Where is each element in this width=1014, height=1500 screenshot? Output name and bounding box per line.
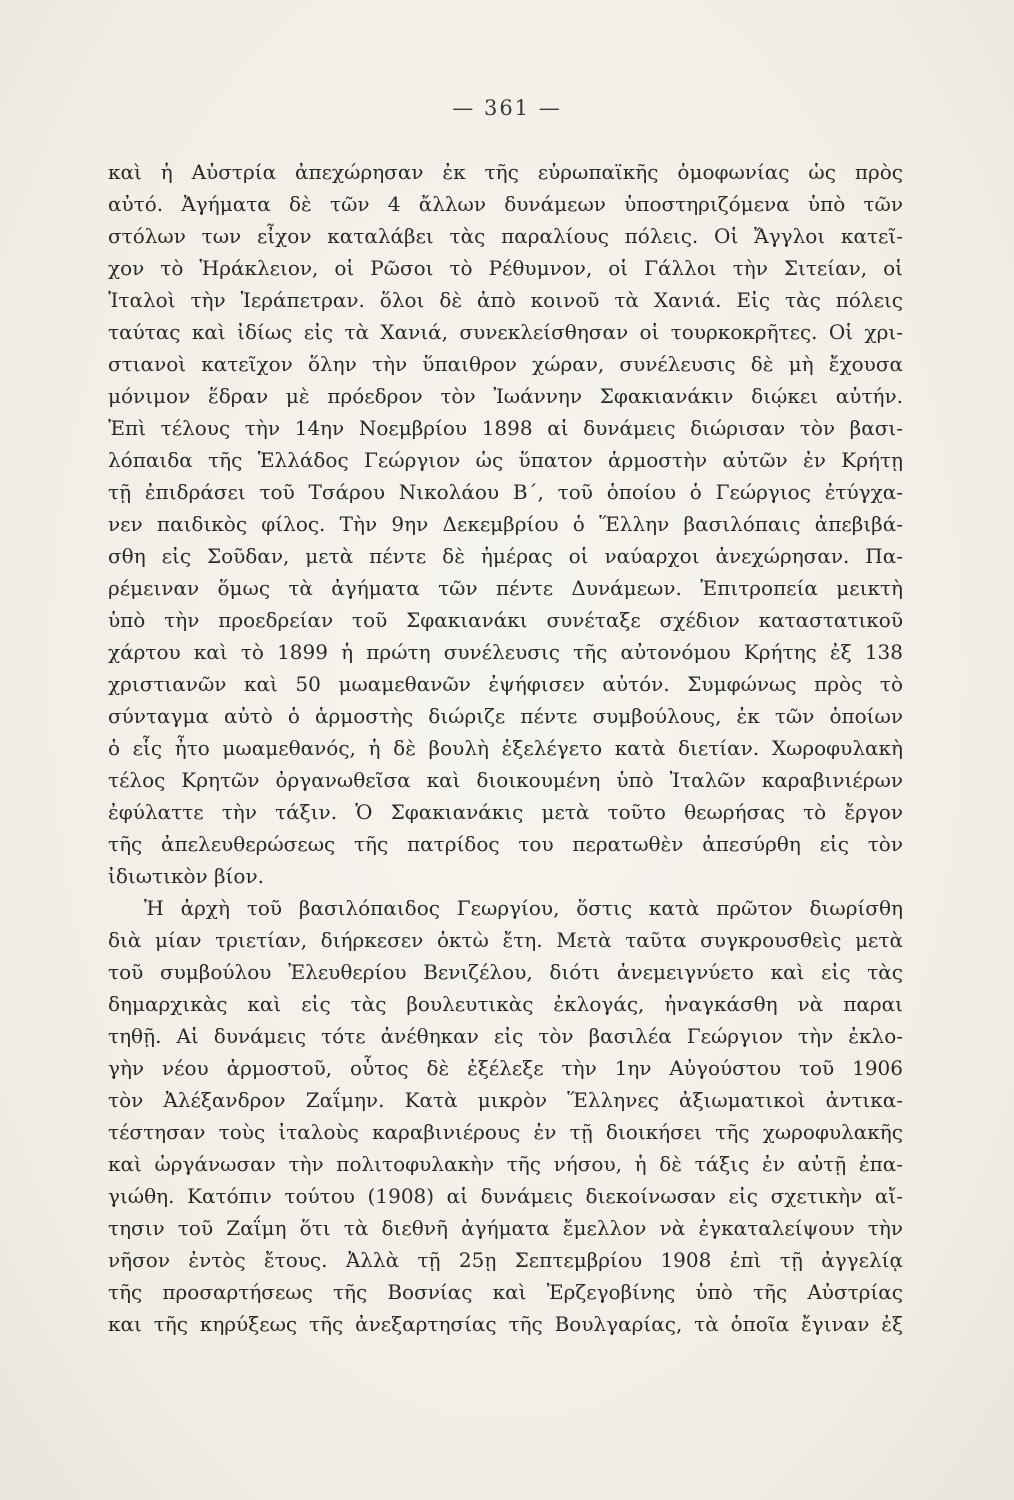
- text-line: και τῆς κηρύξεως τῆς ἀνεξαρτησίας τῆς Βουλγαρίας, τὰ ὁποῖα ἔγιναν ἐξ: [108, 1312, 903, 1336]
- text-line: ταύτας καὶ ἰδίως εἰς τὰ Χανιά, συνεκλείσθησαν οἱ τουρκοκρῆτες. Οἱ χρι-: [108, 320, 903, 344]
- text-line: Ἐπὶ τέλους τὴν 14ην Νοεμβρίου 1898 αἱ δυνάμεις διώρισαν τὸν βασι-: [108, 416, 903, 440]
- text-line: στιανοὶ κατεῖχον ὅλην τὴν ὕπαιθρον χώραν, συνέλευσις δὲ μὴ ἔχουσα: [108, 352, 903, 376]
- text-line: καὶ ὠργάνωσαν τὴν πολιτοφυλακὴν τῆς νήσου, ἡ δὲ τάξις ἐν αὐτῇ ἐπα-: [108, 1152, 903, 1176]
- text-line: ὑπὸ τὴν προεδρείαν τοῦ Σφακιανάκι συνέταξε σχέδιον καταστατικοῦ: [108, 608, 903, 632]
- text-line: τηθῇ. Αἱ δυνάμεις τότε ἀνέθηκαν εἰς τὸν βασιλέα Γεώργιον τὴν ἐκλο-: [108, 1024, 903, 1048]
- text-line: χριστιανῶν καὶ 50 μωαμεθανῶν ἐψήφισεν αὐτόν. Συμφώνως πρὸς τὸ: [108, 672, 903, 696]
- text-line: τοῦ συμβούλου Ἐλευθερίου Βενιζέλου, διότι ἀνεμειγνύετο καὶ εἰς τὰς: [108, 960, 903, 984]
- text-line: μόνιμον ἕδραν μὲ πρόεδρον τὸν Ἰωάννην Σφακιανάκιν διῴκει αὐτήν.: [108, 384, 903, 408]
- text-line: γιώθη. Κατόπιν τούτου (1908) αἱ δυνάμεις διεκοίνωσαν εἰς σχετικὴν αἴ-: [108, 1184, 903, 1208]
- text-line: γὴν νέου ἁρμοστοῦ, οὗτος δὲ ἐξέλεξε τὴν 1ην Αὐγούστου τοῦ 1906: [108, 1056, 903, 1080]
- text-line: ἐφύλαττε τὴν τάξιν. Ὁ Σφακιανάκις μετὰ τοῦτο θεωρήσας τὸ ἔργον: [108, 800, 903, 824]
- text-line: χάρτου καὶ τὸ 1899 ἡ πρώτη συνέλευσις τῆς αὐτονόμου Κρήτης ἐξ 138: [108, 640, 903, 664]
- text-line: διὰ μίαν τριετίαν, διήρκεσεν ὀκτὼ ἔτη. Μετὰ ταῦτα συγκρουσθεὶς μετὰ: [108, 928, 903, 952]
- text-line: ρέμειναν ὅμως τὰ ἀγήματα τῶν πέντε Δυνάμεων. Ἐπιτροπεία μεικτὴ: [108, 576, 903, 600]
- text-line: νῆσον ἐντὸς ἔτους. Ἀλλὰ τῇ 25ῃ Σεπτεμβρίου 1908 ἐπὶ τῇ ἀγγελίᾳ: [108, 1248, 903, 1272]
- text-line: δημαρχικὰς καὶ εἰς τὰς βουλευτικὰς ἐκλογάς, ἠναγκάσθη νὰ παραι: [108, 992, 903, 1016]
- text-line: ὁ εἷς ἦτο μωαμεθανός, ἡ δὲ βουλὴ ἐξελέγετο κατὰ διετίαν. Χωροφυλακὴ: [108, 736, 903, 760]
- text-line: τέλος Κρητῶν ὀργανωθεῖσα καὶ διοικουμένη ὑπὸ Ἰταλῶν καραβινιέρων: [108, 768, 903, 792]
- text-line: σύνταγμα αὐτὸ ὁ ἁρμοστὴς διώριζε πέντε συμβούλους, ἐκ τῶν ὁποίων: [108, 704, 903, 728]
- text-line: νεν παιδικὸς φίλος. Τὴν 9ην Δεκεμβρίου ὁ Ἕλλην βασιλόπαις ἀπεβιβά-: [108, 512, 903, 536]
- text-line: ἰδιωτικὸν βίον.: [108, 864, 264, 888]
- text-line: Ἰταλοὶ τὴν Ἱεράπετραν. ὅλοι δὲ ἀπὸ κοινοῦ τὰ Χανιά. Εἰς τὰς πόλεις: [108, 288, 903, 312]
- text-line: τῇ ἐπιδράσει τοῦ Τσάρου Νικολάου Β΄, τοῦ ὁποίου ὁ Γεώργιος ἐτύγχα-: [108, 480, 903, 504]
- text-line: λόπαιδα τῆς Ἑλλάδος Γεώργιον ὡς ὕπατον ἁρμοστὴν αὐτῶν ἐν Κρήτῃ: [108, 448, 903, 472]
- text-line: στόλων των εἶχον καταλάβει τὰς παραλίους πόλεις. Οἱ Ἄγγλοι κατεῖ-: [108, 224, 903, 248]
- text-line: αὐτό. Ἀγήματα δὲ τῶν 4 ἄλλων δυνάμεων ὑποστηριζόμενα ὑπὸ τῶν: [108, 192, 903, 216]
- text-line: τὸν Ἀλέξανδρον Ζαΐμην. Κατὰ μικρὸν Ἕλληνες ἀξιωματικοὶ ἀντικα-: [108, 1088, 903, 1112]
- text-line: χον τὸ Ἡράκλειον, οἱ Ρῶσοι τὸ Ρέθυμνον, οἱ Γάλλοι τὴν Σιτείαν, οἱ: [108, 256, 903, 280]
- page-number: — 361 —: [452, 96, 562, 120]
- text-line: τησιν τοῦ Ζαΐμη ὅτι τὰ διεθνῆ ἀγήματα ἔμελλον νὰ ἐγκαταλείψουν τὴν: [108, 1216, 903, 1240]
- text-line: Ἡ ἀρχὴ τοῦ βασιλόπαιδος Γεωργίου, ὅστις κατὰ πρῶτον διωρίσθη: [144, 896, 903, 920]
- text-line: σθη εἰς Σοῦδαν, μετὰ πέντε δὲ ἡμέρας οἱ ναύαρχοι ἀνεχώρησαν. Πα-: [108, 544, 903, 568]
- text-line: τῆς προσαρτήσεως τῆς Βοσνίας καὶ Ἐρζεγοβίνης ὑπὸ τῆς Αὐστρίας: [108, 1280, 903, 1304]
- body-text: [108, 156, 903, 1340]
- text-line: τέστησαν τοὺς ἰταλοὺς καραβινιέρους ἐν τῇ διοικήσει τῆς χωροφυλακῆς: [108, 1120, 903, 1144]
- text-line: τῆς ἀπελευθερώσεως τῆς πατρίδος του περατωθὲν ἀπεσύρθη εἰς τὸν: [108, 832, 903, 856]
- text-line: καὶ ἡ Αὐστρία ἀπεχώρησαν ἐκ τῆς εὐρωπαϊκῆς ὁμοφωνίας ὡς πρὸς: [108, 160, 903, 184]
